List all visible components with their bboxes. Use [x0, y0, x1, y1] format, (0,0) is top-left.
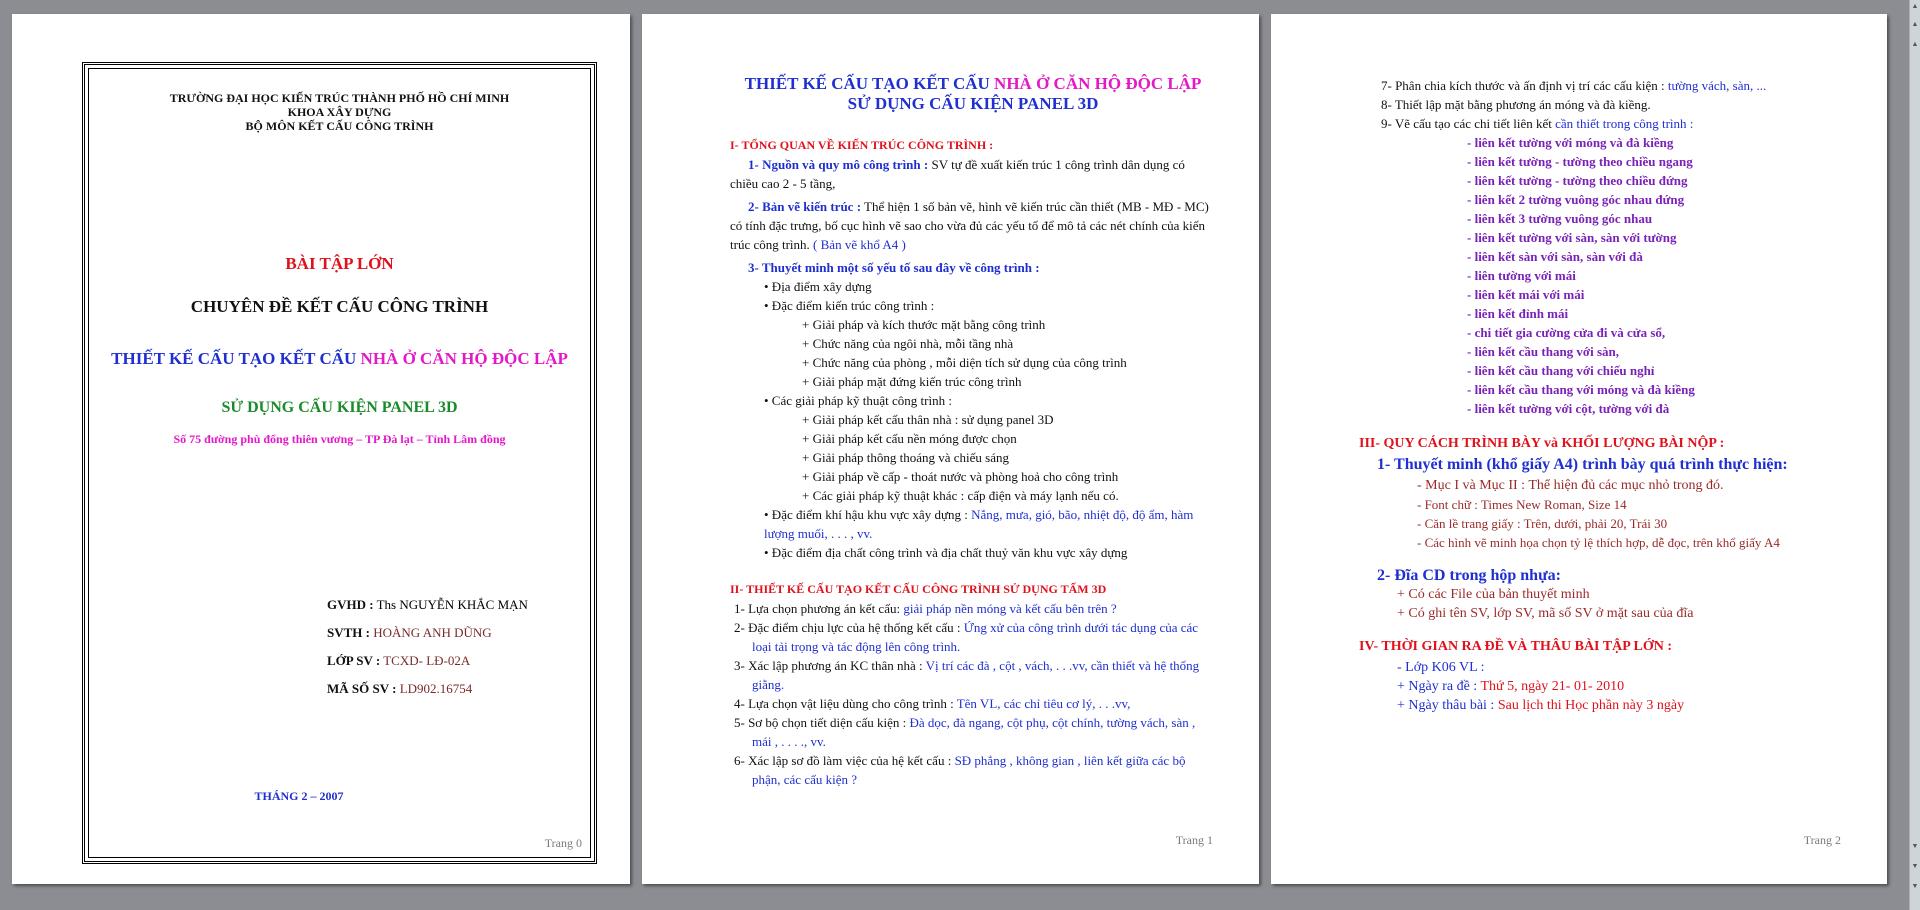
bullet-geology: • Đặc điểm địa chất công trình và địa chất thuỷ văn khu vực xây dựng — [764, 545, 1128, 560]
page-2-body — [1359, 76, 1829, 715]
arch-item: + Chức năng của ngôi nhà, mỗi tầng nhà — [802, 336, 1014, 351]
collect-date-label: + Ngày thâu bài : — [1397, 698, 1498, 713]
item-2-2 — [730, 618, 1216, 656]
item-1-2-note: ( Bản vẽ khổ A4 ) — [813, 237, 906, 252]
issue-date-row — [1359, 677, 1829, 696]
link-item: - liên kết tường - tường theo chiều đứng — [1467, 173, 1688, 188]
arch-item: + Chức năng của phòng , mỗi diện tích sử dụng của công trình — [802, 355, 1127, 370]
student-id-value: LD902.16754 — [399, 681, 473, 696]
item-1-3-head: 3- Thuyết minh một số yếu tố sau đây về công trình : — [748, 260, 1040, 275]
item-2-6-value: SĐ phẳng , không gian , liên kết giữa các bộ phận, các cấu kiện ? — [752, 753, 1186, 787]
climate-label: • Đặc điểm khí hậu khu vực xây dựng : — [764, 507, 972, 522]
item-2-5-label: 5- Sơ bộ chọn tiết diện cấu kiện : — [734, 715, 910, 730]
page-number: Trang 2 — [1803, 833, 1841, 847]
page-1-title-a: THIẾT KẾ CẤU TẠO KẾT CẤU — [744, 74, 995, 93]
scroll-up-arrow-icon[interactable]: ▲ — [1911, 40, 1919, 48]
link-item: - liên kết cầu thang với chiếu nghỉ — [1467, 363, 1655, 378]
link-item: - liên kết cầu thang với sàn, — [1467, 344, 1620, 359]
svth-value: HOÀNG ANH DŨNG — [373, 625, 492, 640]
page-1-title-b: NHÀ Ở CĂN HỘ ĐỘC LẬP — [994, 74, 1202, 93]
format-item: - Căn lề trang giấy : Trên, dưới, phải 20, Trái 30 — [1417, 516, 1668, 531]
item-1-2-head: 2- Bản vẽ kiến trúc : — [748, 199, 862, 214]
cd-item: + Có ghi tên SV, lớp SV, mã số SV ở mặt sau của đĩa — [1397, 606, 1694, 621]
gvhd-row — [327, 597, 528, 613]
item-2-4 — [730, 694, 1216, 713]
item-1-2 — [730, 197, 1216, 254]
bullet-climate — [730, 505, 1216, 543]
item-2-7-label: 7- Phân chia kích thước và ấn định vị trí các cấu kiện : — [1381, 78, 1668, 93]
section-3-heading: III- QUY CÁCH TRÌNH BÀY và KHỐI LƯỢNG BÀI NỘP : — [1359, 436, 1725, 451]
subject-title: CHUYÊN ĐỀ KẾT CẤU CÔNG TRÌNH — [190, 297, 489, 316]
document-page-0 — [12, 14, 630, 884]
faculty-name: KHOA XÂY DỰNG — [287, 105, 392, 119]
issue-date-value: Thứ 5, ngày 21- 01- 2010 — [1480, 679, 1625, 694]
scroll-down-arrow-icon[interactable]: ▼ — [1911, 862, 1919, 870]
department-name: BỘ MÔN KẾT CẤU CÔNG TRÌNH — [245, 119, 434, 133]
item-2-9-value: cần thiết trong công trình : — [1555, 116, 1694, 131]
format-item: - Font chữ : Times New Roman, Size 14 — [1417, 497, 1627, 512]
section-1-heading: I- TỔNG QUAN VỀ KIẾN TRÚC CÔNG TRÌNH : — [730, 138, 994, 152]
gvhd-value: Ths NGUYỄN KHẮC MẠN — [376, 597, 528, 612]
cd-item: + Có các File của bản thuyết minh — [1397, 587, 1590, 602]
class-label: LỚP SV : — [327, 653, 381, 668]
gvhd-label: GVHD : — [327, 597, 374, 612]
bullet-technical: • Các giải pháp kỹ thuật công trình : — [764, 393, 952, 408]
item-3-2: 2- Đĩa CD trong hộp nhựa: — [1377, 567, 1561, 584]
page-1-body — [730, 74, 1216, 789]
format-item: - Mục I và Mục II : Thể hiện đủ các mục nhỏ trong đó. — [1417, 478, 1724, 493]
link-item: - liên kết mái với mái — [1467, 287, 1585, 302]
bullet-location: • Địa điểm xây dựng — [764, 279, 872, 294]
svth-row — [327, 625, 492, 641]
svth-label: SVTH : — [327, 625, 370, 640]
item-2-2-value: Ứng xử của công trình dưới tác dụng của các loại tải trọng và tác động lên công trình. — [752, 620, 1199, 654]
page-number: Trang 1 — [1175, 833, 1213, 847]
arch-item: + Giải pháp mặt đứng kiến trúc công trình — [802, 374, 1022, 389]
item-1-2-text: Thể hiện 1 số bản vẽ, hình vẽ kiến trúc cần thiết (MB - MĐ - MC) có tính đặc trưng, bố cục hình vẽ sao cho vừa đủ các yếu tố để mô tả các nét chính của kiến trúc công trình. — [730, 199, 1209, 252]
document-page-1 — [642, 14, 1259, 884]
link-item: - chi tiết gia cường cửa đi và cửa sổ, — [1467, 325, 1666, 340]
item-3-1: 1- Thuyết minh (khổ giấy A4) trình bày quá trình thực hiện: — [1377, 456, 1788, 473]
collect-date-value: Sau lịch thi Học phần này 3 ngày — [1497, 698, 1685, 713]
section-2-heading: II- THIẾT KẾ CẤU TẠO KẾT CẤU CÔNG TRÌNH SỬ DỤNG TẤM 3D — [730, 582, 1107, 596]
tech-item: + Giải pháp về cấp - thoát nước và phòng hoả cho công trình — [802, 469, 1119, 484]
page-1-subtitle: SỬ DỤNG CẤU KIỆN PANEL 3D — [847, 94, 1099, 113]
item-2-2-label: 2- Đặc điểm chịu lực của hệ thống kết cấu : — [734, 620, 964, 635]
item-2-1 — [730, 599, 1216, 618]
page-1-title — [730, 74, 1216, 94]
link-item: - liên kết tường với sàn, sàn với tường — [1467, 230, 1677, 245]
item-2-6-label: 6- Xác lập sơ đồ làm việc của hệ kết cấu : — [734, 753, 955, 768]
item-1-1-head: 1- Nguồn và quy mô công trình : — [748, 157, 929, 172]
item-2-4-label: 4- Lựa chọn vật liệu dùng cho công trình : — [734, 696, 957, 711]
scroll-down-arrow-icon[interactable]: ▼ — [1911, 882, 1919, 890]
link-item: - liên kết tường với cột, tường với đà — [1467, 401, 1670, 416]
cover-subtitle: SỬ DỤNG CẤU KIỆN PANEL 3D — [221, 399, 458, 416]
class-line: - Lớp K06 VL : — [1397, 660, 1485, 675]
assignment-label: BÀI TẬP LỚN — [285, 254, 394, 273]
item-2-8: 8- Thiết lập mặt bằng phương án móng và đà kiềng. — [1381, 97, 1651, 112]
tech-item: + Các giải pháp kỹ thuật khác : cấp điện và máy lạnh nếu có. — [802, 488, 1119, 503]
vertical-scrollbar[interactable] — [1909, 0, 1920, 910]
document-page-2 — [1271, 14, 1887, 884]
link-item: - liên kết sàn với sàn, sàn với đà — [1467, 249, 1643, 264]
cover-title-part-a: THIẾT KẾ CẤU TẠO KẾT CẤU — [111, 349, 361, 368]
cover-border-frame — [82, 62, 597, 864]
cover-main-title — [89, 349, 590, 369]
cover-inner-frame — [88, 68, 591, 858]
scroll-up-arrow-icon[interactable]: ▲ — [1911, 20, 1919, 28]
item-2-7-value: tường vách, sàn, ... — [1667, 78, 1767, 93]
scroll-down-arrow-icon[interactable]: ▼ — [1911, 842, 1919, 850]
item-2-9-label: 9- Vẽ cấu tạo các chi tiết liên kết — [1381, 116, 1556, 131]
collect-date-row — [1359, 696, 1829, 715]
item-2-1-label: 1- Lựa chọn phương án kết cấu: — [734, 601, 904, 616]
item-2-4-value: Tên VL, các chỉ tiêu cơ lý, . . .vv, — [956, 696, 1131, 711]
item-2-6 — [730, 751, 1216, 789]
link-item: - liên kết đỉnh mái — [1467, 306, 1569, 321]
university-name: TRƯỜNG ĐẠI HỌC KIẾN TRÚC THÀNH PHỐ HỒ CHÍ MINH — [169, 91, 510, 105]
item-1-1-text: SV tự đề xuất kiến trúc 1 công trình dân dụng có chiều cao 2 - 5 tầng, — [730, 157, 1185, 191]
item-2-3-label: 3- Xác lập phương án KC thân nhà : — [734, 658, 926, 673]
section-4-heading: IV- THỜI GIAN RA ĐỀ VÀ THÂU BÀI TẬP LỚN : — [1359, 639, 1672, 654]
class-row — [327, 653, 470, 669]
climate-value: Nắng, mưa, gió, bão, nhiệt độ, độ ẩm, hàm lượng muối, . . . , vv. — [764, 507, 1194, 541]
item-2-5 — [730, 713, 1216, 751]
tech-item: + Giải pháp thông thoáng và chiếu sáng — [802, 450, 1009, 465]
issue-date-label: + Ngày ra đề : — [1397, 679, 1481, 694]
link-item: - liên kết 3 tường vuông góc nhau — [1467, 211, 1653, 226]
link-item: - liên kết tường - tường theo chiều ngang — [1467, 154, 1693, 169]
item-1-1 — [730, 155, 1216, 193]
item-2-5-value: Đà dọc, đà ngang, cột phụ, cột chính, tường vách, sàn , mái , . . . ., vv. — [752, 715, 1196, 749]
student-id-row — [327, 681, 472, 697]
item-2-1-value: giải pháp nền móng và kết cấu bên trên ? — [903, 601, 1117, 616]
class-value: TCXD- LĐ-02A — [383, 653, 471, 668]
item-2-7 — [1359, 76, 1829, 95]
page-number: Trang 0 — [544, 836, 582, 850]
tech-item: + Giải pháp kết cấu thân nhà : sử dụng panel 3D — [802, 412, 1054, 427]
arch-item: + Giải pháp và kích thước mặt bằng công trình — [802, 317, 1046, 332]
link-item: - liên kết tường với móng và đà kiềng — [1467, 135, 1674, 150]
format-item: - Các hình vẽ minh họa chọn tỷ lệ thích hợp, dễ đọc, trên khổ giấy A4 — [1417, 535, 1780, 550]
tech-item: + Giải pháp kết cấu nền móng được chọn — [802, 431, 1017, 446]
link-item: - liên tường với mái — [1467, 268, 1576, 283]
link-item: - liên kết cầu thang với móng và đà kiềng — [1467, 382, 1695, 397]
cover-title-part-b: NHÀ Ở CĂN HỘ ĐỘC LẬP — [360, 349, 568, 368]
link-item: - liên kết 2 tường vuông góc nhau đứng — [1467, 192, 1685, 207]
institution-header — [89, 91, 590, 133]
student-id-label: MÃ SỐ SV : — [327, 681, 397, 696]
cover-date: THÁNG 2 – 2007 — [254, 789, 344, 803]
scroll-up-arrow-icon[interactable]: ▲ — [1911, 2, 1919, 10]
project-address: Số 75 đường phù đổng thiên vương – TP Đà lạt – Tỉnh Lâm đồng — [173, 432, 506, 446]
bullet-architecture: • Đặc điểm kiến trúc công trình : — [764, 298, 935, 313]
item-2-3 — [730, 656, 1216, 694]
item-2-9 — [1359, 114, 1829, 133]
item-2-3-value: Vị trí các đà , cột , vách, . . .vv, cần thiết và hệ thống giằng. — [752, 658, 1200, 692]
